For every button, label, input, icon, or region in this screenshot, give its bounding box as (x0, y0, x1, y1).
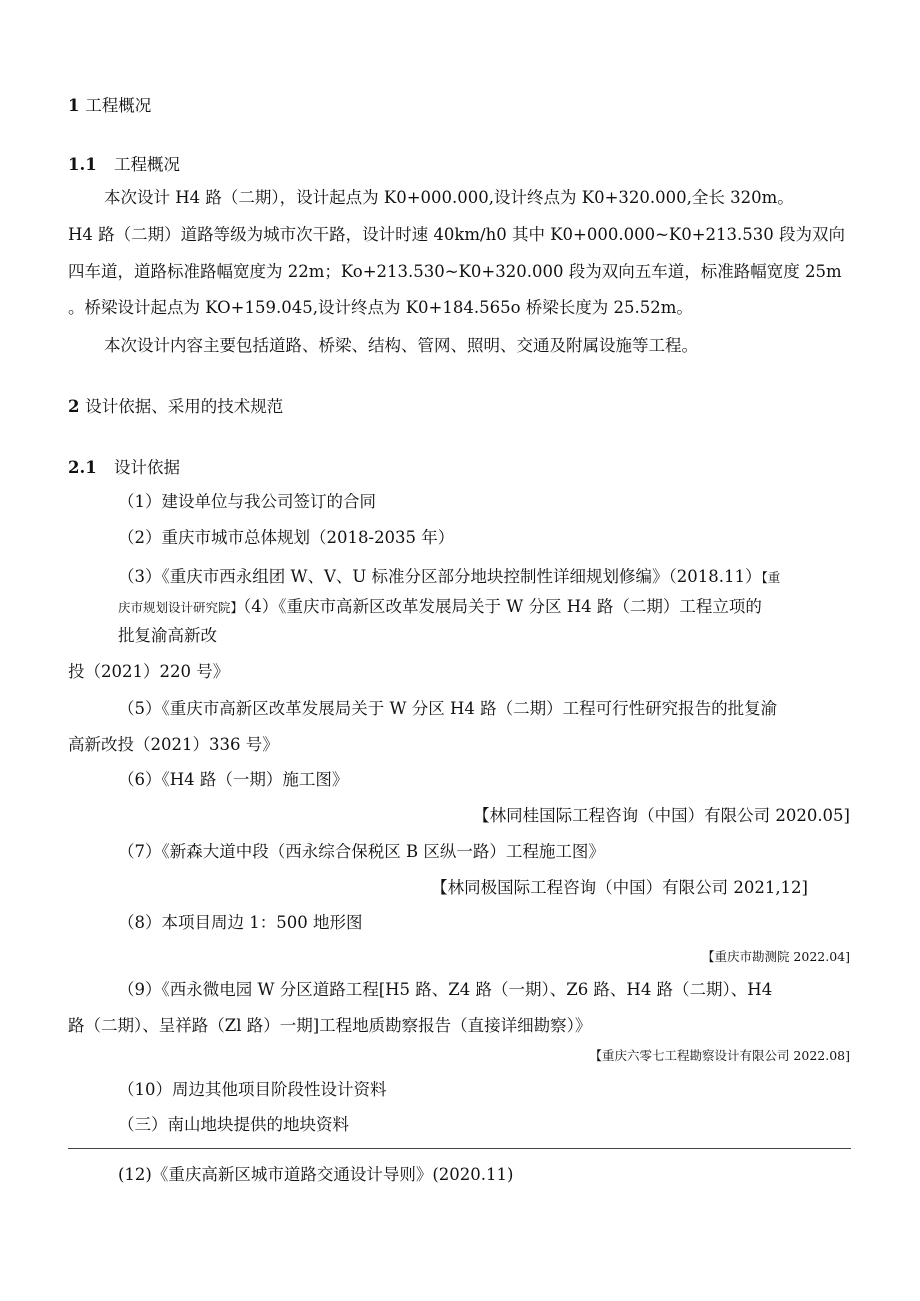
basis-item-5-line-2: 高新改投（2021）336 号》 (68, 735, 279, 754)
basis-item-3-source-start: 【重 (761, 570, 781, 585)
overview-line-2: H4 路（二期）道路等级为城市次干路，设计时速 40km∕h0 其中 K0+000.000~K0+213.530 段为双向 (68, 225, 846, 244)
basis-item-8: （8）本项目周边 1：500 地形图 (118, 913, 363, 932)
basis-item-3-source-end: 庆市规划设计研究院】 (118, 600, 244, 615)
basis-item-11: （三）南山地块提供的地块资料 (118, 1115, 349, 1134)
overview-line-1: 本次设计 H4 路（二期），设计起点为 K0+000.000,设计终点为 K0+320.000,全长 320m。 (104, 188, 794, 207)
section-1-heading (68, 96, 151, 116)
section-2-heading (68, 397, 283, 417)
basis-item-9: （9）《西永微电园 W 分区道路工程[H5 路、Z4 路（一期）、Z6 路、H4 路（二期）、H4 (118, 980, 773, 999)
basis-item-3-4-line (118, 597, 762, 618)
section-2-1-number: 2.1 (68, 458, 97, 477)
divider-line (68, 1148, 851, 1149)
basis-item-7-source: 【林同极国际工程咨询（中国）有限公司 2021,12] (431, 878, 808, 897)
basis-item-12: (12)《重庆高新区城市道路交通设计导则》(2020.11) (118, 1165, 514, 1184)
section-1-title: 工程概况 (85, 96, 152, 115)
basis-item-5: （5）《重庆市高新区改革发展局关于 W 分区 H4 路（二期）工程可行性研究报告的批复渝 (118, 699, 778, 718)
basis-item-7: （7）《新森大道中段（西永综合保税区 B 区纵一路）工程施工图》 (118, 842, 605, 861)
basis-item-4-line-2: 批复渝高新改 (118, 626, 217, 645)
section-2-title: 设计依据、采用的技术规范 (85, 397, 284, 416)
section-1-1-number: 1.1 (68, 155, 97, 174)
section-2-number: 2 (68, 397, 80, 416)
section-1-number: 1 (68, 96, 80, 115)
section-2-1-heading (68, 458, 180, 478)
basis-item-2: （2）重庆市城市总体规划（2018-2035 年） (118, 528, 455, 547)
basis-item-9-source: 【重庆六零七工程勘察设计有限公司 2022.08] (589, 1048, 850, 1063)
overview-line-3: 四车道，道路标准路幅宽度为 22m；Ko+213.530~K0+320.000 段为双向五车道，标准路幅宽度 25m (68, 262, 842, 281)
basis-item-1: （1）建设单位与我公司签订的合同 (118, 492, 376, 511)
basis-item-10: （10）周边其他项目阶段性设计资料 (118, 1080, 387, 1099)
section-1-1-heading (68, 155, 180, 175)
basis-item-4-line-3: 投（2021）220 号》 (68, 662, 230, 681)
basis-item-8-source: 【重庆市勘测院 2022.04] (701, 949, 850, 964)
overview-line-4: 。桥梁设计起点为 KO+159.045,设计终点为 K0+184.565o 桥梁长度为 25.52m。 (68, 298, 693, 317)
basis-item-3 (118, 567, 780, 588)
basis-item-6: （6）《H4 路（一期）施工图》 (118, 770, 349, 789)
basis-item-6-source: 【林同桂国际工程咨询（中国）有限公司 2020.05] (473, 806, 850, 825)
basis-item-4-text: （4）《重庆市高新区改革发展局关于 W 分区 H4 路（二期）工程立项的 (243, 597, 762, 616)
basis-item-9-line-2: 路（二期）、呈祥路（Zl 路）一期]工程地质勘察报告（直接详细勘察）》 (68, 1016, 592, 1035)
overview-line-5: 本次设计内容主要包括道路、桥梁、结构、管网、照明、交通及附属设施等工程。 (104, 336, 698, 355)
basis-item-3-text: （3）《重庆市西永组团 W、V、U 标准分区部分地块控制性详细规划修编》（2018.11） (118, 567, 762, 586)
section-1-1-title: 工程概况 (113, 155, 180, 174)
section-2-1-title: 设计依据 (113, 458, 180, 477)
